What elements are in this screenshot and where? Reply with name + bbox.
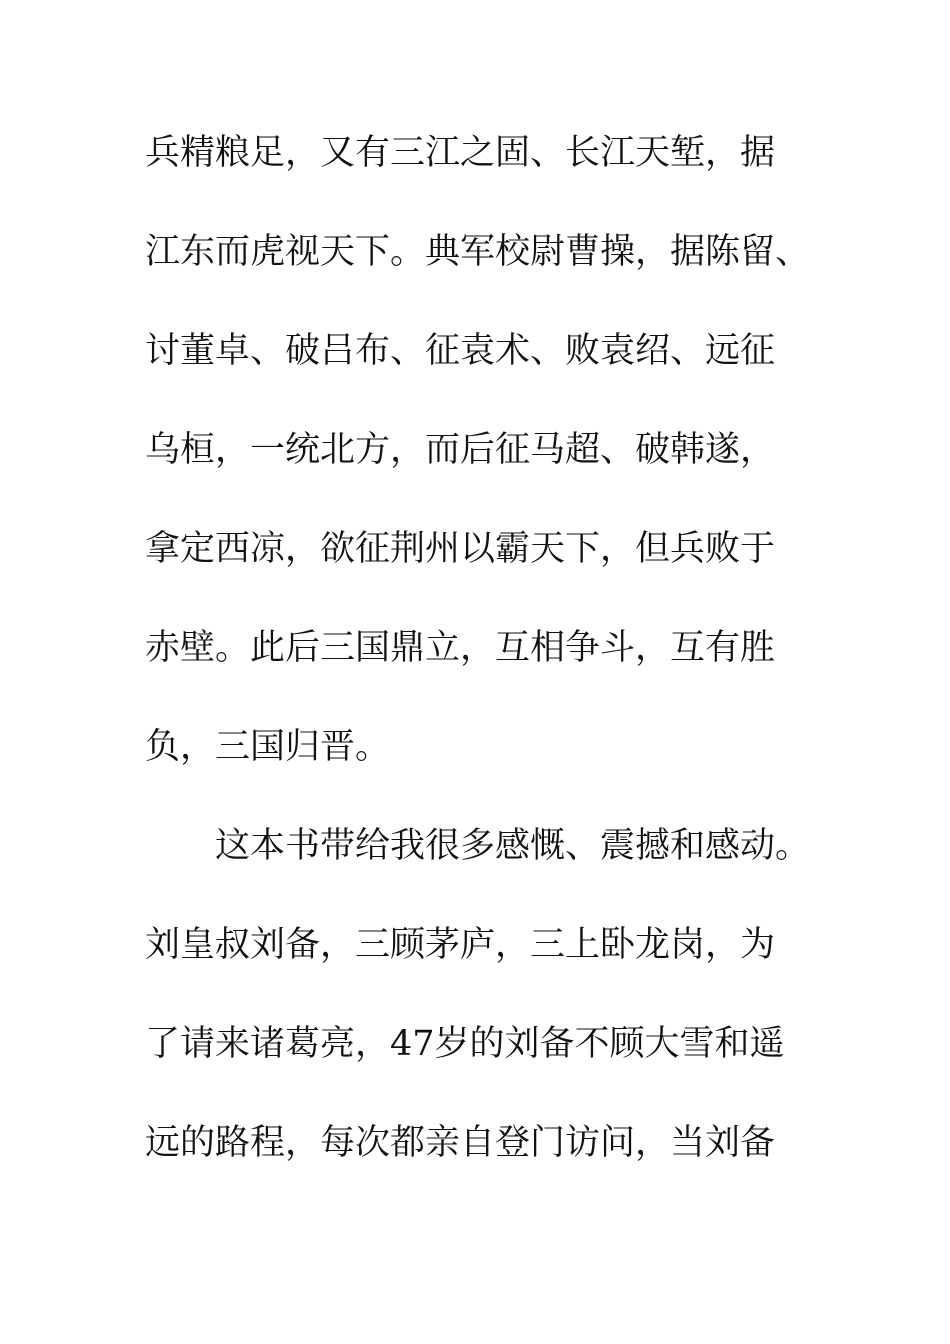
text-line: 了请来诸葛亮，47岁的刘备不顾大雪和遥 <box>145 1024 785 1064</box>
text-line: 讨董卓、破吕布、征袁术、败袁绍、远征 <box>145 331 776 371</box>
text-line: 远的路程，每次都亲自登门访问，当刘备 <box>145 1123 776 1163</box>
text-line: 兵精粮足，又有三江之固、长江天堑，据 <box>145 133 776 173</box>
text-line: 江东而虎视天下。典军校尉曹操，据陈留、 <box>145 232 811 272</box>
text-line: 负，三国归晋。 <box>145 727 391 767</box>
paragraph-first-line: 这本书带给我很多感慨、震撼和感动。 <box>215 826 811 866</box>
document-body <box>145 123 825 1212</box>
text-line: 刘皇叔刘备，三顾茅庐，三上卧龙岗，为 <box>145 925 776 965</box>
text-line: 拿定西凉，欲征荆州以霸天下，但兵败于 <box>145 529 776 569</box>
text-line: 乌桓，一统北方，而后征马超、破韩遂， <box>145 430 776 470</box>
text-line: 赤壁。此后三国鼎立，互相争斗，互有胜 <box>145 628 776 668</box>
